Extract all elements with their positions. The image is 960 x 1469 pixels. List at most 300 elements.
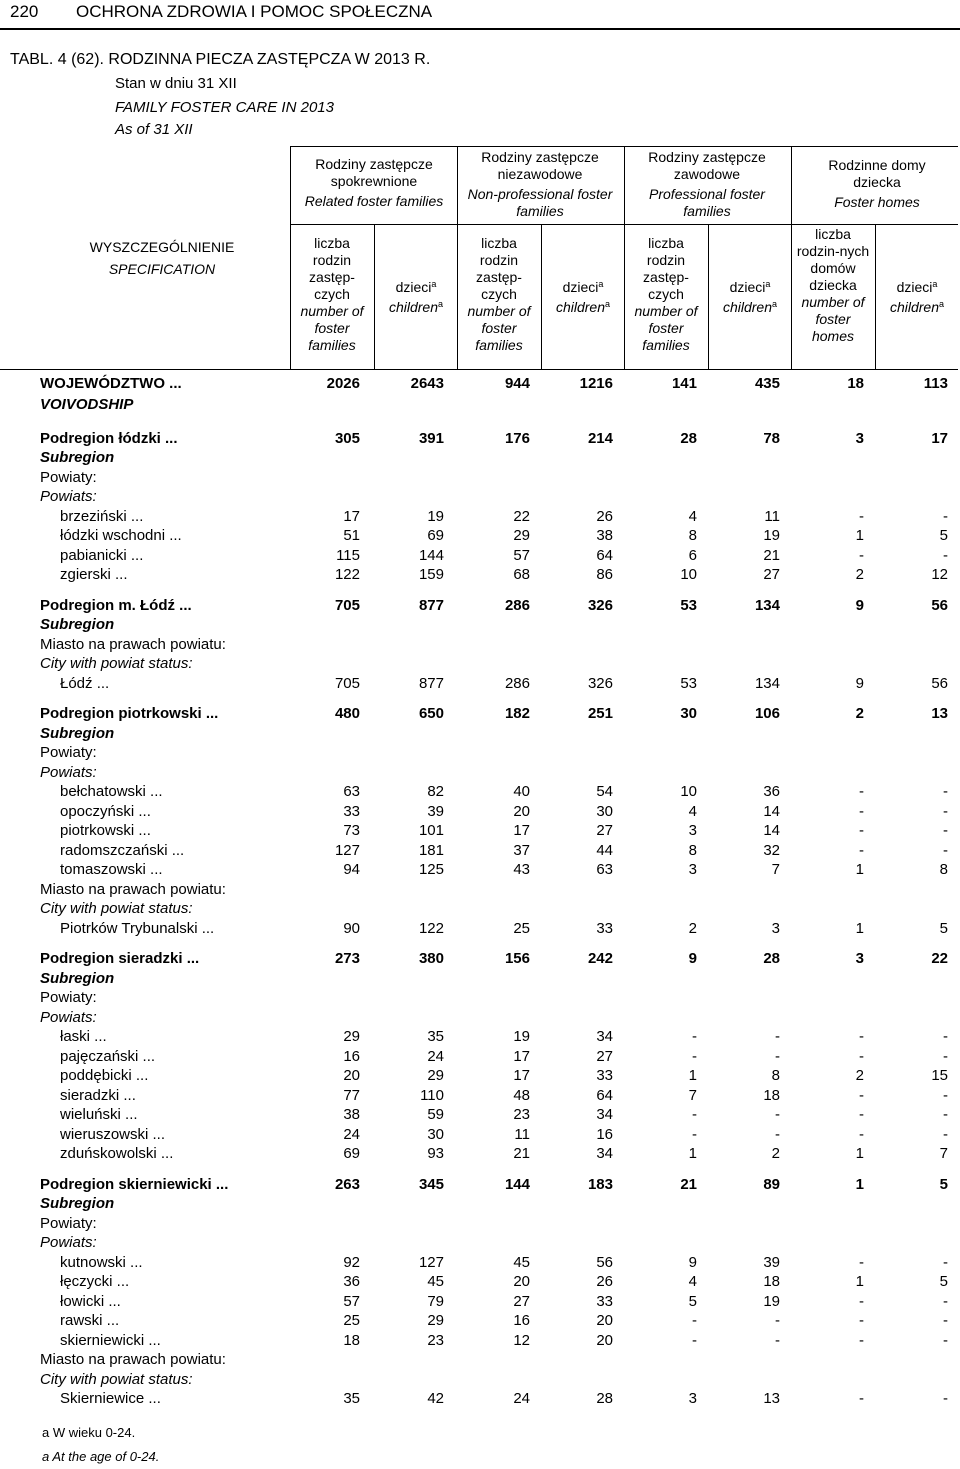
cell-value: 34 bbox=[596, 1106, 613, 1123]
cell-value: - bbox=[692, 1125, 697, 1143]
row-label: Podregion skierniewicki ... bbox=[40, 1175, 229, 1193]
cell-value: 1 bbox=[688, 1067, 697, 1084]
cell-value: 705 bbox=[334, 596, 360, 614]
group-header-related bbox=[296, 156, 452, 210]
cell-value: - bbox=[859, 1125, 864, 1143]
cell-value: 44 bbox=[596, 841, 613, 859]
col-divider bbox=[457, 146, 458, 369]
cell-value: 38 bbox=[596, 527, 613, 544]
cell-value: 14 bbox=[763, 822, 780, 839]
cell-value: 29 bbox=[427, 1312, 444, 1329]
cell-value: - bbox=[859, 802, 864, 820]
table-row bbox=[0, 1028, 960, 1048]
cell-value: 35 bbox=[343, 1390, 360, 1407]
col-divider bbox=[624, 146, 625, 369]
row-label: Miasto na prawach powiatu: bbox=[40, 1351, 226, 1368]
cell-value: 23 bbox=[513, 1106, 530, 1123]
table-row-total bbox=[0, 597, 960, 617]
group-header-foster-homes bbox=[806, 157, 948, 211]
cell-value: 141 bbox=[671, 375, 697, 392]
table-row bbox=[0, 764, 960, 784]
group-en: Non-professional foster families bbox=[467, 186, 613, 219]
subheader-children-en: children bbox=[722, 299, 772, 315]
row-label: Subregion bbox=[40, 449, 115, 466]
table-row-total bbox=[0, 375, 960, 395]
cell-value: 380 bbox=[418, 950, 444, 967]
cell-value: 39 bbox=[763, 1253, 780, 1271]
cell-value: 2 bbox=[855, 705, 864, 722]
cell-value: 435 bbox=[754, 375, 780, 392]
table-row bbox=[0, 783, 960, 803]
row-label: bełchatowski ... bbox=[60, 783, 163, 800]
cell-value: - bbox=[943, 1086, 948, 1104]
running-header bbox=[0, 0, 960, 30]
cell-value: 20 bbox=[596, 1331, 613, 1349]
table-row bbox=[0, 989, 960, 1009]
cell-value: 27 bbox=[596, 822, 613, 839]
cell-value: - bbox=[775, 1106, 780, 1123]
cell-value: 73 bbox=[343, 822, 360, 839]
table-row-total bbox=[0, 1176, 960, 1196]
cell-value: 19 bbox=[763, 527, 780, 544]
cell-value: - bbox=[692, 1331, 697, 1349]
header-bottom-rule bbox=[0, 369, 958, 370]
row-label: łęczycki ... bbox=[60, 1273, 130, 1290]
row-label: Miasto na prawach powiatu: bbox=[40, 880, 226, 898]
cell-value: 77 bbox=[343, 1086, 360, 1104]
cell-value: 40 bbox=[513, 783, 530, 800]
cell-value: 30 bbox=[596, 802, 613, 820]
cell-value: 22 bbox=[513, 507, 530, 525]
cell-value: 19 bbox=[427, 507, 444, 525]
cell-value: 63 bbox=[596, 861, 613, 878]
subheader-children bbox=[378, 276, 454, 316]
cell-value: 2643 bbox=[410, 375, 444, 392]
cell-value: 650 bbox=[418, 705, 444, 722]
cell-value: 5 bbox=[939, 1273, 948, 1290]
table-row bbox=[0, 1371, 960, 1391]
cell-value: - bbox=[692, 1106, 697, 1123]
cell-value: 45 bbox=[427, 1273, 444, 1290]
cell-value: 92 bbox=[343, 1253, 360, 1271]
table-title-en: FAMILY FOSTER CARE IN 2013 bbox=[115, 99, 334, 116]
cell-value: - bbox=[859, 1086, 864, 1104]
row-label: pajęczański ... bbox=[60, 1047, 156, 1065]
cell-value: 17 bbox=[343, 507, 360, 525]
cell-value: 4 bbox=[688, 507, 697, 525]
group-pl: Rodziny zastępcze spokrewnione bbox=[315, 156, 433, 189]
col-divider bbox=[791, 146, 792, 369]
subheader-count bbox=[294, 235, 370, 354]
cell-value: 53 bbox=[680, 674, 697, 692]
col-divider bbox=[374, 224, 375, 369]
cell-value: - bbox=[859, 1292, 864, 1310]
cell-value: 3 bbox=[688, 822, 697, 839]
cell-value: 181 bbox=[418, 841, 444, 859]
table-row bbox=[0, 1087, 960, 1107]
cell-value: 17 bbox=[513, 1067, 530, 1084]
cell-value: 30 bbox=[680, 705, 697, 722]
row-label: skierniewicki ... bbox=[60, 1331, 161, 1349]
cell-value: - bbox=[943, 1312, 948, 1329]
cell-value: 5 bbox=[688, 1292, 697, 1310]
cell-value: 26 bbox=[596, 1273, 613, 1290]
col-divider bbox=[708, 224, 709, 369]
cell-value: 20 bbox=[343, 1067, 360, 1084]
cell-value: 7 bbox=[771, 861, 780, 878]
cell-value: 13 bbox=[931, 705, 948, 722]
cell-value: - bbox=[943, 1125, 948, 1143]
footnote-en: a At the age of 0-24. bbox=[42, 1449, 160, 1464]
cell-value: 159 bbox=[418, 566, 444, 583]
cell-value: 36 bbox=[763, 783, 780, 800]
cell-value: - bbox=[943, 1292, 948, 1310]
cell-value: 48 bbox=[513, 1086, 530, 1104]
cell-value: 17 bbox=[931, 429, 948, 447]
cell-value: 176 bbox=[504, 429, 530, 447]
row-label: Podregion piotrkowski ... bbox=[40, 705, 219, 722]
cell-value: 3 bbox=[855, 429, 864, 447]
cell-value: 877 bbox=[418, 674, 444, 692]
cell-value: 28 bbox=[596, 1390, 613, 1407]
spec-header-pl: WYSZCZEGÓLNIENIE bbox=[89, 239, 235, 255]
cell-value: 5 bbox=[939, 527, 948, 544]
cell-value: 20 bbox=[513, 1273, 530, 1290]
cell-value: - bbox=[859, 1331, 864, 1349]
cell-value: - bbox=[859, 1047, 864, 1065]
footnote-mark: a bbox=[765, 279, 771, 289]
cell-value: 34 bbox=[596, 1145, 613, 1162]
col-divider bbox=[541, 224, 542, 369]
page-number: 220 bbox=[10, 2, 39, 21]
table-row bbox=[0, 1312, 960, 1332]
row-label: Subregion bbox=[40, 616, 115, 633]
cell-value: 33 bbox=[596, 1067, 613, 1084]
subheader-children bbox=[879, 276, 955, 316]
row-label: Powiaty: bbox=[40, 468, 97, 486]
cell-value: - bbox=[943, 802, 948, 820]
cell-value: 56 bbox=[931, 674, 948, 692]
cell-value: - bbox=[692, 1047, 697, 1065]
row-label: łódzki wschodni ... bbox=[60, 527, 182, 544]
cell-value: 134 bbox=[754, 596, 780, 614]
table-row bbox=[0, 822, 960, 842]
footnote-pl: a W wieku 0-24. bbox=[42, 1425, 136, 1440]
row-label: wieluński ... bbox=[60, 1106, 138, 1123]
footnote-mark: a bbox=[932, 279, 938, 289]
cell-value: 480 bbox=[334, 705, 360, 722]
cell-value: 23 bbox=[427, 1331, 444, 1349]
row-label: Miasto na prawach powiatu: bbox=[40, 635, 226, 653]
cell-value: 1 bbox=[855, 919, 864, 937]
table-row bbox=[0, 725, 960, 745]
cell-value: 36 bbox=[343, 1273, 360, 1290]
cell-value: 9 bbox=[855, 674, 864, 692]
cell-value: 4 bbox=[688, 802, 697, 820]
cell-value: 13 bbox=[763, 1390, 780, 1407]
cell-value: 18 bbox=[763, 1086, 780, 1104]
table-row bbox=[0, 1106, 960, 1126]
row-label: Piotrków Trybunalski ... bbox=[60, 919, 215, 937]
cell-value: 1216 bbox=[579, 375, 613, 392]
table-row bbox=[0, 1332, 960, 1352]
cell-value: - bbox=[943, 783, 948, 800]
table-row-total bbox=[0, 950, 960, 970]
row-label: kutnowski ... bbox=[60, 1253, 143, 1271]
cell-value: - bbox=[775, 1331, 780, 1349]
cell-value: 18 bbox=[763, 1273, 780, 1290]
cell-value: 33 bbox=[596, 1292, 613, 1310]
table-row bbox=[0, 1390, 960, 1410]
cell-value: 944 bbox=[504, 375, 530, 392]
cell-value: 45 bbox=[513, 1253, 530, 1271]
table-row bbox=[0, 744, 960, 764]
cell-value: 51 bbox=[343, 527, 360, 544]
group-pl: Rodziny zastępcze niezawodowe bbox=[481, 149, 599, 182]
table-row bbox=[0, 1351, 960, 1371]
table-row bbox=[0, 900, 960, 920]
cell-value: 54 bbox=[596, 783, 613, 800]
cell-value: - bbox=[943, 1028, 948, 1045]
cell-value: - bbox=[859, 507, 864, 525]
group-en: Foster homes bbox=[834, 194, 920, 210]
cell-value: 64 bbox=[596, 546, 613, 564]
cell-value: - bbox=[775, 1312, 780, 1329]
cell-value: 8 bbox=[771, 1067, 780, 1084]
row-label: Powiats: bbox=[40, 1234, 97, 1251]
cell-value: 345 bbox=[418, 1175, 444, 1193]
cell-value: 86 bbox=[596, 566, 613, 583]
cell-value: 1 bbox=[688, 1145, 697, 1162]
subheader-children-pl: dzieci bbox=[562, 279, 599, 295]
table-row-total bbox=[0, 705, 960, 725]
cell-value: 1 bbox=[855, 527, 864, 544]
cell-value: 9 bbox=[688, 950, 697, 967]
footnote-mark: a bbox=[772, 299, 778, 309]
row-label: City with powiat status: bbox=[40, 900, 193, 917]
cell-value: 18 bbox=[847, 375, 864, 392]
cell-value: 27 bbox=[596, 1047, 613, 1065]
cell-value: 6 bbox=[688, 546, 697, 564]
cell-value: 69 bbox=[427, 527, 444, 544]
group-pl: Rodzinne domy dziecka bbox=[828, 157, 926, 190]
cell-value: 113 bbox=[923, 375, 948, 392]
table-title: TABL. 4 (62). RODZINNA PIECZA ZASTĘPCZA W 2013 R. bbox=[10, 51, 431, 68]
cell-value: 19 bbox=[513, 1028, 530, 1045]
cell-value: 17 bbox=[513, 822, 530, 839]
row-label: Powiats: bbox=[40, 763, 97, 781]
row-label: Powiats: bbox=[40, 1008, 97, 1026]
table-row bbox=[0, 1215, 960, 1235]
cell-value: - bbox=[943, 822, 948, 839]
spec-header-en: SPECIFICATION bbox=[108, 261, 216, 277]
cell-value: - bbox=[859, 783, 864, 800]
cell-value: 326 bbox=[587, 674, 613, 692]
row-label: łowicki ... bbox=[60, 1292, 121, 1310]
cell-value: - bbox=[775, 1125, 780, 1143]
subheader-children-en: children bbox=[555, 299, 605, 315]
cell-value: 1 bbox=[855, 1145, 864, 1162]
row-label: Podregion m. Łódź ... bbox=[40, 596, 192, 614]
cell-value: 705 bbox=[334, 674, 360, 692]
subheader-homes-pl: liczba rodzin-nych domów dziecka bbox=[796, 226, 870, 293]
cell-value: 2 bbox=[688, 919, 697, 937]
footnote-mark: a bbox=[438, 299, 444, 309]
cell-value: 11 bbox=[764, 507, 780, 525]
row-label: Powiaty: bbox=[40, 744, 97, 761]
subheader-count-pl: liczba rodzin zastęp-czych bbox=[309, 235, 355, 302]
table-row bbox=[0, 566, 960, 586]
cell-value: 89 bbox=[763, 1175, 780, 1193]
cell-value: 93 bbox=[427, 1145, 444, 1162]
table-row bbox=[0, 803, 960, 823]
cell-value: - bbox=[859, 1106, 864, 1123]
table-row bbox=[0, 1273, 960, 1293]
cell-value: 182 bbox=[504, 705, 530, 722]
subheader-children bbox=[545, 276, 621, 316]
cell-value: 37 bbox=[513, 841, 530, 859]
cell-value: - bbox=[943, 1331, 948, 1349]
cell-value: 16 bbox=[596, 1125, 613, 1143]
cell-value: 24 bbox=[427, 1047, 444, 1065]
cell-value: 53 bbox=[680, 596, 697, 614]
subheader-count bbox=[628, 235, 704, 354]
cell-value: 24 bbox=[513, 1390, 530, 1407]
cell-value: 16 bbox=[513, 1312, 530, 1329]
cell-value: 33 bbox=[596, 919, 613, 937]
cell-value: 214 bbox=[587, 429, 613, 447]
row-label: Skierniewice ... bbox=[60, 1390, 161, 1407]
cell-value: 115 bbox=[336, 546, 360, 564]
cell-value: 5 bbox=[939, 1175, 948, 1193]
row-label: rawski ... bbox=[60, 1312, 120, 1329]
row-label: zduńskowolski ... bbox=[60, 1145, 174, 1162]
cell-value: 127 bbox=[418, 1253, 444, 1271]
subheader-children-en: children bbox=[889, 299, 939, 315]
col-divider bbox=[875, 224, 876, 369]
group-header-professional bbox=[629, 149, 785, 220]
cell-value: 59 bbox=[427, 1106, 444, 1123]
cell-value: 10 bbox=[680, 566, 697, 583]
cell-value: 9 bbox=[855, 596, 864, 614]
cell-value: 57 bbox=[343, 1292, 360, 1310]
row-label: sieradzki ... bbox=[60, 1086, 136, 1104]
cell-value: 2 bbox=[771, 1145, 780, 1162]
row-label: poddębicki ... bbox=[60, 1067, 149, 1084]
cell-value: 251 bbox=[587, 705, 613, 722]
cell-value: 43 bbox=[513, 861, 530, 878]
cell-value: 2 bbox=[855, 566, 864, 583]
table-row bbox=[0, 1293, 960, 1313]
cell-value: 26 bbox=[596, 507, 613, 525]
cell-value: 1 bbox=[855, 1175, 864, 1193]
cell-value: 263 bbox=[334, 1175, 360, 1193]
table-row bbox=[0, 675, 960, 695]
cell-value: 183 bbox=[587, 1175, 613, 1193]
table-subtitle-en: As of 31 XII bbox=[115, 121, 193, 138]
group-pl: Rodziny zastępcze zawodowe bbox=[648, 149, 766, 182]
cell-value: 326 bbox=[587, 596, 613, 614]
row-label-en: VOIVODSHIP bbox=[40, 395, 134, 413]
table-row bbox=[0, 1048, 960, 1068]
cell-value: 42 bbox=[427, 1390, 444, 1407]
row-label: Subregion bbox=[40, 969, 115, 987]
cell-value: 16 bbox=[343, 1047, 360, 1065]
cell-value: 2 bbox=[855, 1067, 864, 1084]
cell-value: 7 bbox=[939, 1145, 948, 1162]
subheader-children-en: children bbox=[388, 299, 438, 315]
cell-value: 78 bbox=[763, 429, 780, 447]
table-subtitle-pl: Stan w dniu 31 XII bbox=[115, 75, 237, 92]
cell-value: - bbox=[859, 546, 864, 564]
cell-value: 101 bbox=[418, 822, 444, 839]
cell-value: 877 bbox=[418, 596, 444, 614]
cell-value: 57 bbox=[513, 546, 530, 564]
table-row bbox=[0, 469, 960, 489]
table-row bbox=[0, 920, 960, 940]
cell-value: - bbox=[943, 507, 948, 525]
subheader-count-pl: liczba rodzin zastęp-czych bbox=[476, 235, 522, 302]
table-row-en bbox=[0, 396, 960, 416]
cell-value: 20 bbox=[596, 1312, 613, 1329]
cell-value: - bbox=[859, 1253, 864, 1271]
running-title: OCHRONA ZDROWIA I POMOC SPOŁECZNA bbox=[76, 2, 433, 21]
cell-value: 15 bbox=[931, 1067, 948, 1084]
cell-value: 29 bbox=[513, 527, 530, 544]
row-label: opoczyński ... bbox=[60, 802, 151, 820]
cell-value: 1 bbox=[855, 1273, 864, 1290]
subheader-children-pl: dzieci bbox=[896, 279, 933, 295]
row-label: WOJEWÓDZTWO ... bbox=[40, 375, 182, 392]
subheader-count-en: number of foster families bbox=[634, 303, 698, 353]
table-row bbox=[0, 1254, 960, 1274]
cell-value: - bbox=[859, 1312, 864, 1329]
subheader-homes bbox=[795, 226, 871, 345]
table-row bbox=[0, 636, 960, 656]
table-row bbox=[0, 547, 960, 567]
group-header-non-professional bbox=[462, 149, 618, 220]
cell-value: 29 bbox=[427, 1067, 444, 1084]
table-row bbox=[0, 449, 960, 469]
cell-value: 122 bbox=[334, 566, 360, 583]
cell-value: - bbox=[775, 1047, 780, 1065]
cell-value: 19 bbox=[763, 1292, 780, 1310]
cell-value: 39 bbox=[427, 802, 444, 820]
cell-value: - bbox=[943, 1047, 948, 1065]
subheader-count-en: number of foster families bbox=[300, 303, 364, 353]
cell-value: 27 bbox=[763, 566, 780, 583]
table-row bbox=[0, 508, 960, 528]
cell-value: 3 bbox=[855, 950, 864, 967]
row-label: łaski ... bbox=[60, 1028, 107, 1045]
cell-value: 17 bbox=[513, 1047, 530, 1065]
cell-value: 3 bbox=[688, 861, 697, 878]
cell-value: 2026 bbox=[326, 375, 360, 392]
cell-value: 68 bbox=[513, 566, 530, 583]
cell-value: 1 bbox=[855, 861, 864, 878]
cell-value: 391 bbox=[418, 429, 444, 447]
row-label: Podregion łódzki ... bbox=[40, 429, 178, 447]
cell-value: 125 bbox=[418, 861, 444, 878]
cell-value: 21 bbox=[513, 1145, 530, 1162]
cell-value: 8 bbox=[688, 527, 697, 544]
row-label: Powiaty: bbox=[40, 1214, 97, 1232]
cell-value: - bbox=[859, 1390, 864, 1407]
cell-value: 63 bbox=[343, 783, 360, 800]
cell-value: 122 bbox=[418, 919, 444, 937]
cell-value: - bbox=[943, 841, 948, 859]
cell-value: 156 bbox=[504, 950, 530, 967]
